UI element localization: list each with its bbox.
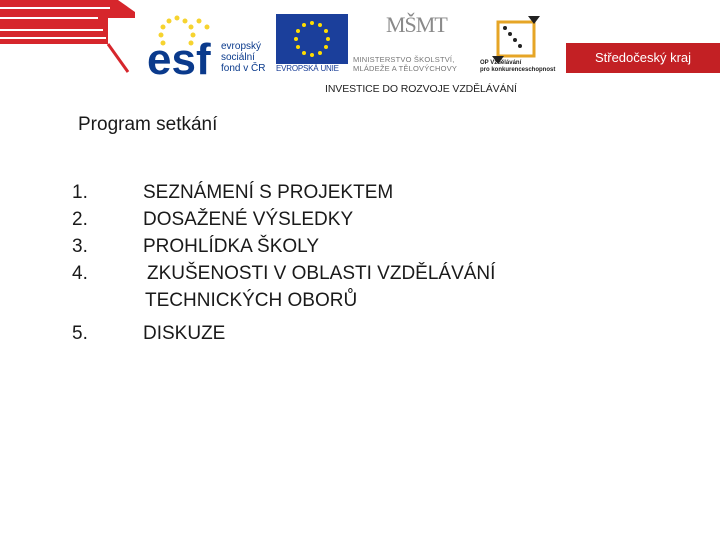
op-line-1: OP Vzdělávání: [480, 60, 522, 66]
agenda-number: 1.: [72, 182, 88, 203]
msmt-line-2: MLÁDEŽE A TĚLOVÝCHOVY: [353, 64, 458, 73]
agenda-item-continuation: [0, 286, 720, 319]
esf-line-1: evropský: [221, 41, 262, 52]
msmt-logo-text: MŠMT: [386, 12, 447, 37]
agenda-number: 3.: [72, 236, 88, 257]
esf-line-2: sociální: [221, 52, 255, 63]
agenda-text: DOSAŽENÉ VÝSLEDKY: [143, 209, 354, 230]
agenda-number: 2.: [72, 209, 88, 230]
agenda-text: PROHLÍDKA ŠKOLY: [143, 236, 319, 257]
kraj-label: Středočeský kraj: [594, 50, 692, 65]
op-line-2: pro konkurenceschopnost: [480, 67, 556, 73]
agenda-text: TECHNICKÝCH OBORŮ: [145, 290, 358, 311]
esf-line-3: fond v ČR: [221, 63, 266, 74]
eu-label: EVROPSKÁ UNIE: [276, 64, 339, 73]
msmt-logo: [384, 12, 447, 52]
agenda-list: [0, 178, 720, 346]
agenda-item: [0, 232, 720, 259]
investice-tagline: INVESTICE DO ROZVOJE VZDĚLÁVÁNÍ: [325, 83, 517, 95]
agenda-item: [0, 178, 720, 205]
op-caption: [480, 60, 555, 74]
agenda-number: 5.: [72, 323, 88, 344]
agenda-text: DISKUZE: [143, 323, 226, 344]
agenda-item: [0, 259, 720, 286]
stredocesky-kraj-logo: [566, 43, 720, 73]
agenda-text: SEZNÁMENÍ S PROJEKTEM: [143, 182, 394, 203]
page-title: Program setkání: [78, 114, 218, 135]
corner-decoration: [0, 0, 135, 75]
esf-letters: esf: [147, 35, 211, 84]
agenda-item: [0, 319, 720, 346]
esf-caption: [221, 41, 265, 74]
msmt-line-1: MINISTERSTVO ŠKOLSTVÍ,: [353, 55, 455, 64]
msmt-caption: [353, 55, 457, 73]
agenda-text: ZKUŠENOSTI V OBLASTI VZDĚLÁVÁNÍ: [147, 263, 496, 284]
agenda-item: [0, 205, 720, 232]
agenda-number: 4.: [72, 263, 88, 284]
